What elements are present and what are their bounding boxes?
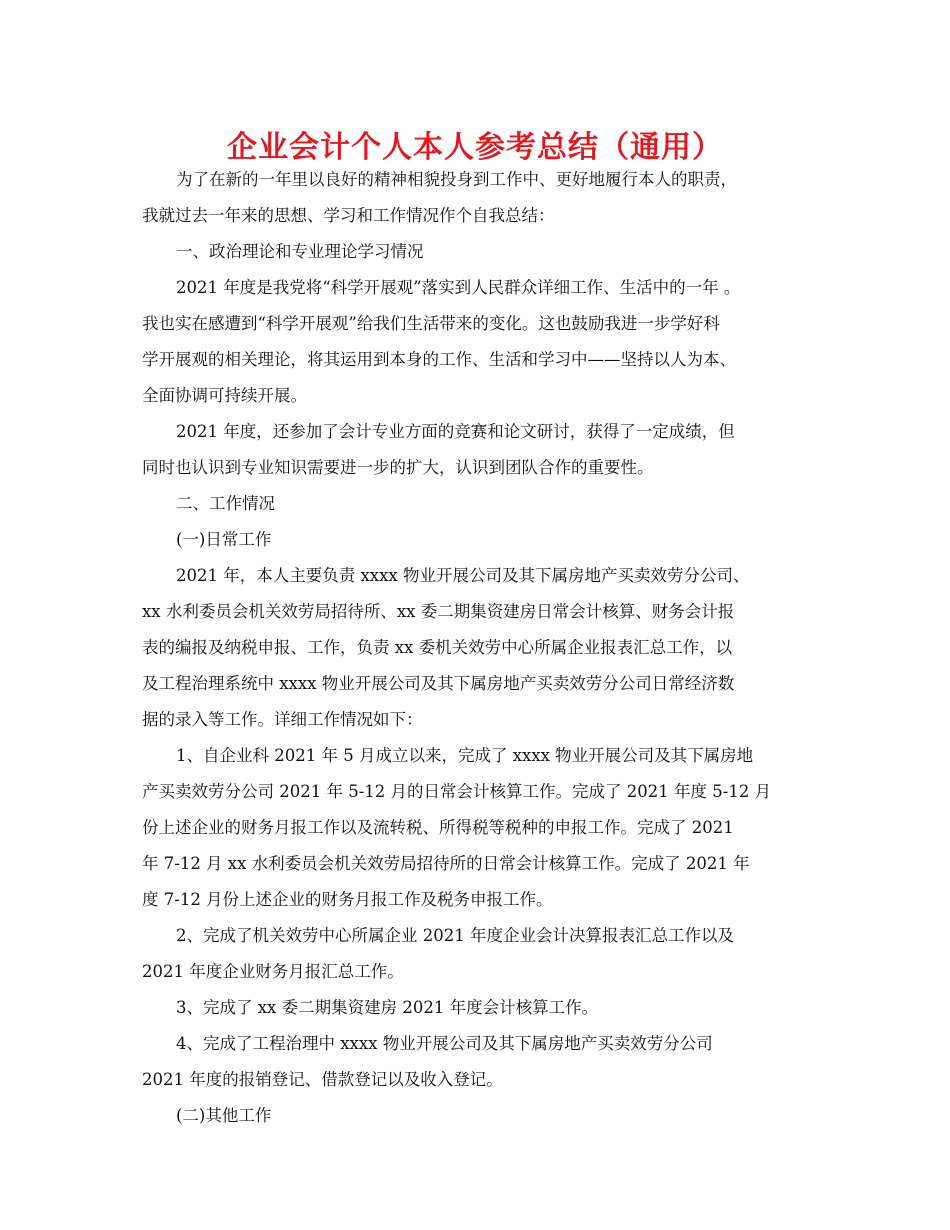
document-title: 企业会计个人本人参考总结（通用） bbox=[227, 130, 723, 165]
paragraph-line: 我也实在感遭到“科学开展观”给我们生活带来的变化。这也鼓励我进一步学好科 bbox=[142, 314, 720, 333]
paragraph-line: 表的编报及纳税申报、工作，负责 xx 委机关效劳中心所属企业报表汇总工作，以 bbox=[142, 638, 733, 657]
paragraph-line: 2021 年度是我党将“科学开展观”落实到人民群众详细工作、生活中的一年 。 bbox=[176, 278, 741, 297]
paragraph-line: 同时也认识到专业知识需要进一步的扩大，认识到团队合作的重要性。 bbox=[142, 458, 654, 477]
paragraph-line: 2021 年度企业财务月报汇总工作。 bbox=[142, 962, 404, 981]
paragraph-line: 我就过去一年来的思想、学习和工作情况作个自我总结： bbox=[142, 206, 555, 225]
subsection-heading: (一)日常工作 bbox=[176, 530, 272, 549]
section-heading: 二、工作情况 bbox=[176, 494, 275, 513]
paragraph-line: 为了在新的一年里以良好的精神相貌投身到工作中、更好地履行本人的职责， bbox=[176, 170, 737, 189]
paragraph-line: 产买卖效劳分公司 2021 年 5-12 月的日常会计核算工作。完成了 2021 年度 5-12 月 bbox=[142, 782, 772, 801]
paragraph-line: 2021 年，本人主要负责 xxxx 物业开展公司及其下属房地产买卖效劳分公司、 bbox=[176, 566, 750, 585]
paragraph-line: 度 7-12 月份上述企业的财务月报工作及税务申报工作。 bbox=[142, 890, 553, 909]
subsection-heading: (二)其他工作 bbox=[176, 1106, 272, 1125]
paragraph-line: 2021 年度，还参加了会计专业方面的竞赛和论文研讨，获得了一定成绩，但 bbox=[176, 422, 735, 441]
paragraph-line: 份上述企业的财务月报工作以及流转税、所得税等税种的申报工作。完成了 2021 bbox=[142, 818, 734, 837]
section-heading: 一、政治理论和专业理论学习情况 bbox=[176, 242, 424, 261]
paragraph-line: 全面协调可持续开展。 bbox=[142, 386, 307, 405]
paragraph-line: 1、自企业科 2021 年 5 月成立以来，完成了 xxxx 物业开展公司及其下属房地 bbox=[176, 746, 754, 765]
paragraph-line: 年 7-12 月 xx 水利委员会机关效劳局招待所的日常会计核算工作。完成了 2021 年 bbox=[142, 854, 750, 873]
paragraph-line: 2、完成了机关效劳中心所属企业 2021 年度企业会计决算报表汇总工作以及 bbox=[176, 926, 734, 945]
paragraph-line: 4、完成了工程治理中 xxxx 物业开展公司及其下属房地产买卖效劳分公司 bbox=[176, 1034, 713, 1053]
paragraph-line: xx 水利委员会机关效劳局招待所、xx 委二期集资建房日常会计核算、财务会计报 bbox=[142, 602, 735, 621]
paragraph-line: 2021 年度的报销登记、借款登记以及收入登记。 bbox=[142, 1070, 503, 1089]
paragraph-line: 据的录入等工作。详细工作情况如下： bbox=[142, 710, 423, 729]
paragraph-line: 3、完成了 xx 委二期集资建房 2021 年度会计核算工作。 bbox=[176, 998, 599, 1017]
paragraph-line: 学开展观的相关理论，将其运用到本身的工作、生活和学习中——坚持以人为本、 bbox=[142, 350, 736, 369]
paragraph-line: 及工程治理系统中 xxxx 物业开展公司及其下属房地产买卖效劳分公司日常经济数 bbox=[142, 674, 735, 693]
